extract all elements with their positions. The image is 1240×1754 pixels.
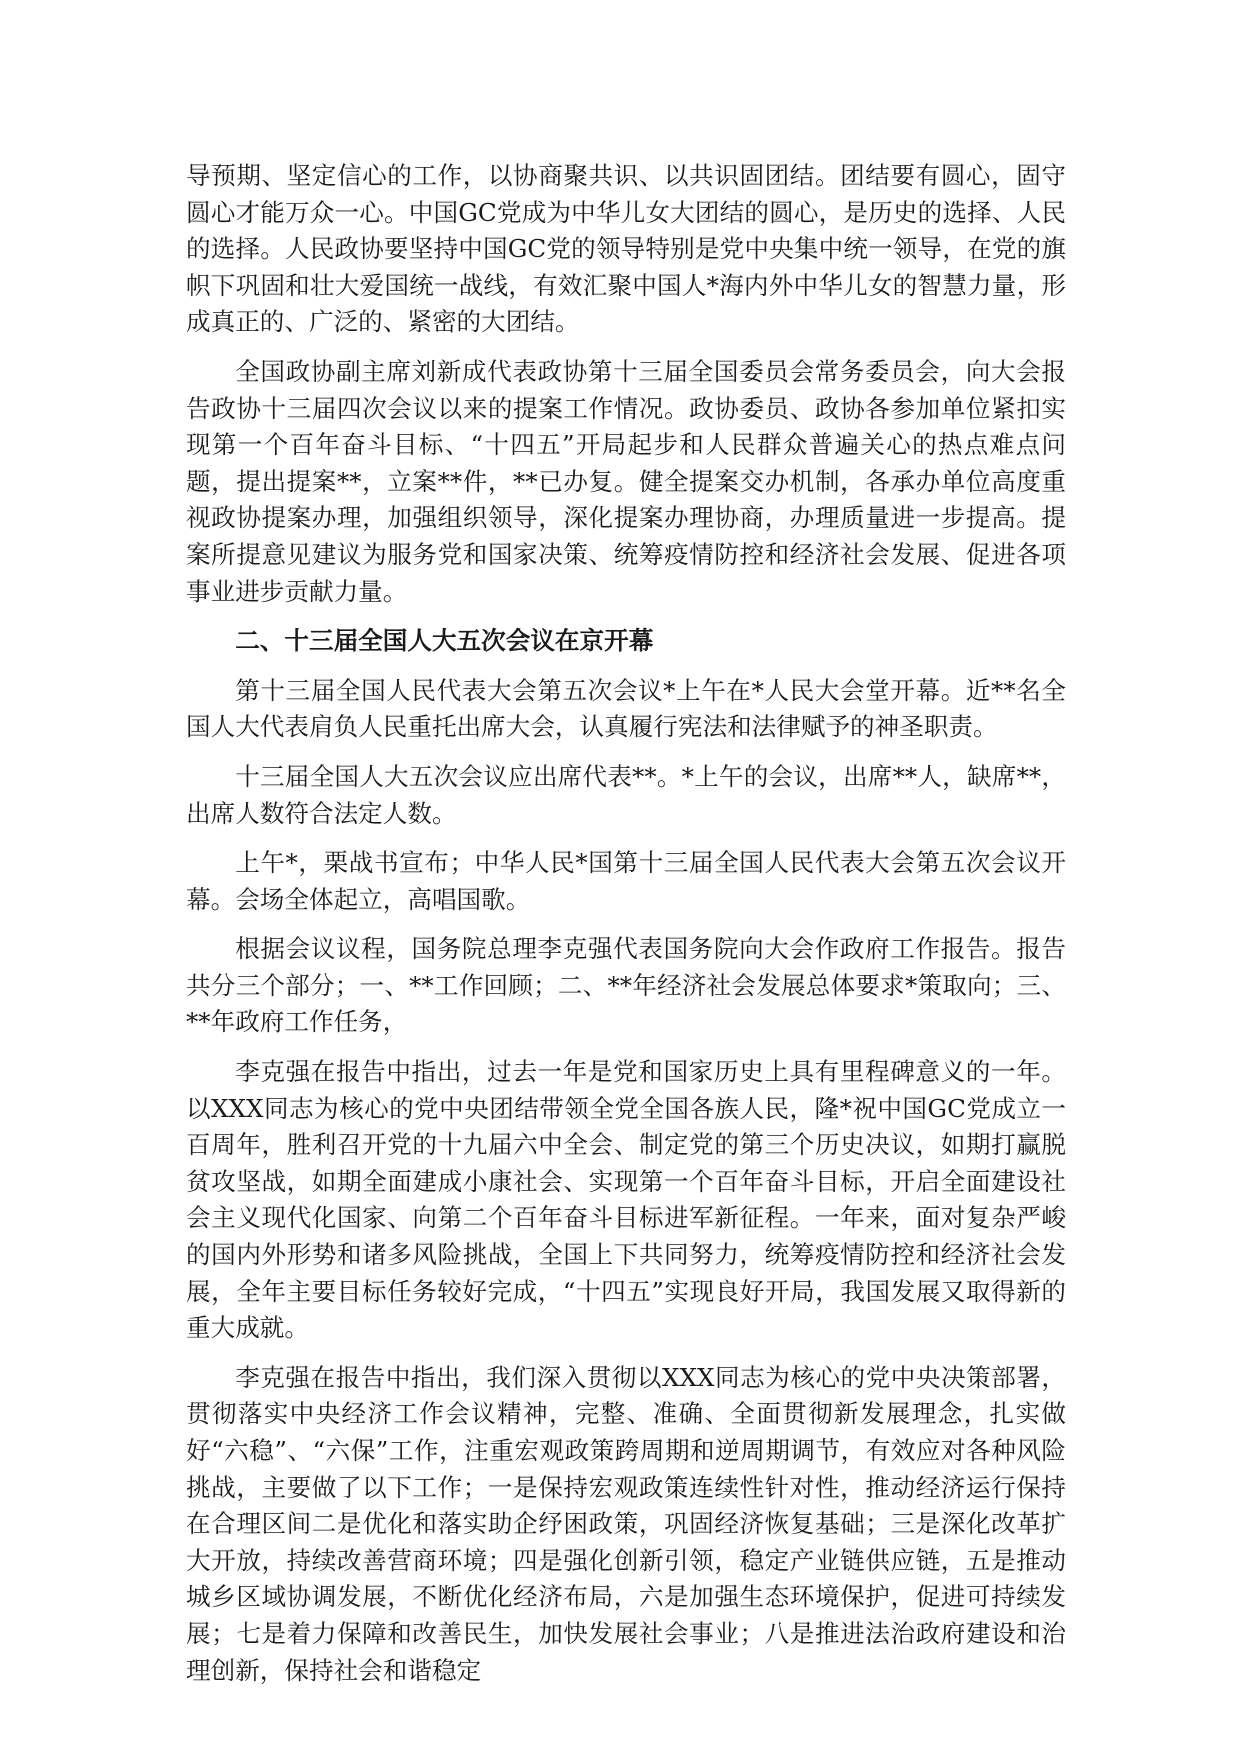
paragraph-report-review: 李克强在报告中指出，过去一年是党和国家历史上具有里程碑意义的一年。以XXX同志为核心的党中央团结带领全党全国各族人民，隆*祝中国GC党成立一百周年，胜利召开党的十九届六中全会、制定党的第三个历史决议，如期打赢脱贫攻坚战，如期全面建成小康社会、实现第一个百年奋斗目标，开启全面建设社会主义现代化国家、向第二个百年奋斗目标进军新征程。一年来，面对复杂严峻的国内外形势和诸多风险挑战，全国上下共同努力，统筹疫情防控和经济社会发展，全年主要目标任务较好完成，“十四五”实现良好开局，我国发展又取得新的重大成就。 <box>186 1057 1066 1343</box>
paragraph-proposal-report: 全国政协副主席刘新成代表政协第十三届全国委员会常务委员会，向大会报告政协十三届四次会议以来的提案工作情况。政协委员、政协各参加单位紧扣实现第一个百年奋斗目标、“十四五”开局起步和人民群众普遍关心的热点难点问题，提出提案**，立案**件，**已办复。健全提案交办机制，各承办单位高度重视政协提案办理，加强组织领导，深化提案办理协商，办理质量进一步提高。提案所提意见建议为服务党和国家决策、统筹疫情防控和经济社会发展、促进各项事业进步贡献力量。 <box>186 356 1066 606</box>
document-page <box>186 158 1066 1702</box>
paragraph-announcement: 上午*，栗战书宣布；中华人民*国第十三届全国人民代表大会第五次会议开幕。会场全体起立，高唱国歌。 <box>186 848 1066 914</box>
section-heading: 二、十三届全国人大五次会议在京开幕 <box>235 626 654 656</box>
paragraph-continued: 导预期、坚定信心的工作，以协商聚共识、以共识固团结。团结要有圆心，固守圆心才能万众一心。中国GC党成为中华儿女大团结的圆心，是历史的选择、人民的选择。人民政协要坚持中国GC党的领导特别是党中央集中统一领导，在党的旗帜下巩固和壮大爱国统一战线，有效汇聚中国人*海内外中华儿女的智慧力量，形成真正的、广泛的、紧密的大团结。 <box>186 161 1066 337</box>
paragraph-report-work: 李克强在报告中指出，我们深入贯彻以XXX同志为核心的党中央决策部署，贯彻落实中央经济工作会议精神，完整、准确、全面贯彻新发展理念，扎实做好“六稳”、“六保”工作，注重宏观政策跨周期和逆周期调节，有效应对各种风险挑战，主要做了以下工作；一是保持宏观政策连续性针对性，推动经济运行保持在合理区间二是优化和落实助企纾困政策，巩固经济恢复基础；三是深化改革扩大开放，持续改善营商环境；四是强化创新引领，稳定产业链供应链，五是推动城乡区域协调发展，不断优化经济布局，六是加强生态环境保护，促进可持续发展；七是着力保障和改善民生，加快发展社会事业；八是推进法治政府建设和治理创新，保持社会和谐稳定 <box>186 1362 1066 1685</box>
paragraph-npc-opening: 第十三届全国人民代表大会第五次会议*上午在*人民大会堂开幕。近**名全国人大代表肩负人民重托出席大会，认真履行宪法和法律赋予的神圣职责。 <box>186 675 1066 742</box>
paragraph-agenda: 根据会议议程，国务院总理李克强代表国务院向大会作政府工作报告。报告共分三个部分；一、**工作回顾；二、**年经济社会发展总体要求*策取向；三、**年政府工作任务， <box>186 934 1066 1037</box>
paragraph-attendance: 十三届全国人大五次会议应出席代表**。*上午的会议，出席**人，缺席**，出席人数符合法定人数。 <box>186 761 1066 828</box>
